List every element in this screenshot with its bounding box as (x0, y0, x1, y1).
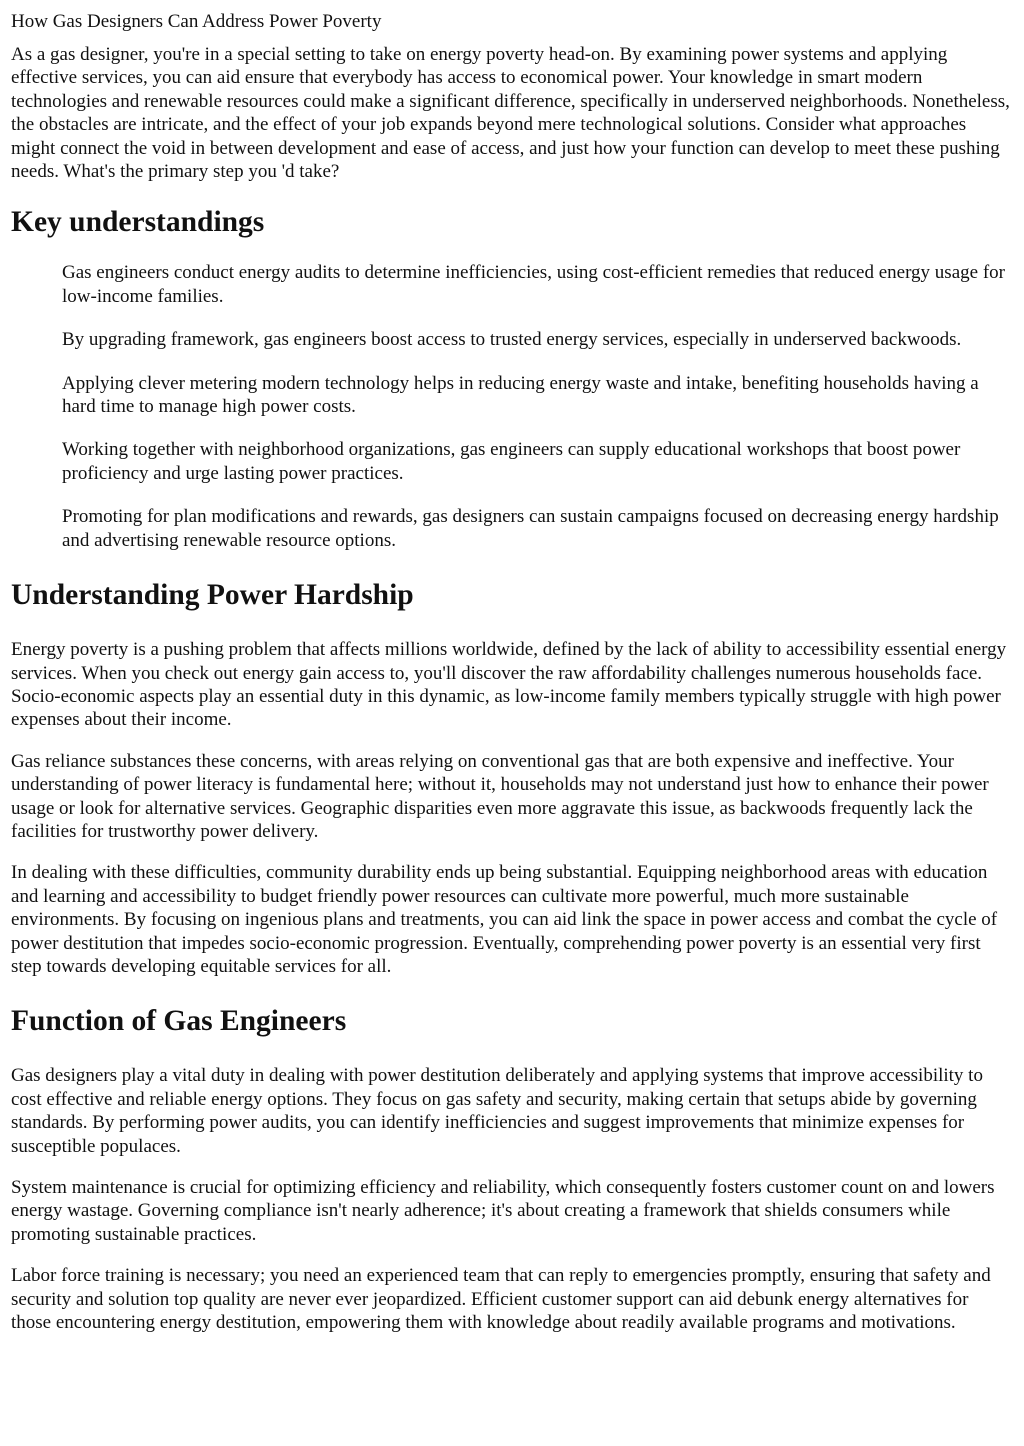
key-understandings-list (11, 261, 1013, 552)
page-title: How Gas Designers Can Address Power Poverty (11, 11, 382, 32)
list-item: By upgrading framework, gas engineers boost access to trusted energy services, especially in underserved backwoods. (62, 329, 962, 351)
section-heading-key-understandings: Key understandings (11, 206, 265, 239)
body-paragraph: Labor force training is necessary; you need an experienced team that can reply to emergencies promptly, ensuring that safety and security and solution top quality are never ever jeopardized. Efficient customer support can aid debunk energy alternatives for those encountering energy destitution, empowering them with knowledge about readily available programs and motivations. (11, 1265, 991, 1334)
list-item: Gas engineers conduct energy audits to determine inefficiencies, using cost-efficient remedies that reduced energy usage for low-income families. (62, 262, 1005, 307)
body-paragraph: Gas designers play a vital duty in dealing with power destitution deliberately and applying systems that improve accessibility to cost effective and reliable energy options. They focus on gas safety and security, making certain that setups abide by governing standards. By performing power audits, you can identify inefficiencies and suggest improvements that minimize expenses for susceptible populaces. (11, 1065, 983, 1157)
section-heading-function-of-gas-engineers: Function of Gas Engineers (11, 1005, 347, 1038)
body-paragraph: In dealing with these difficulties, community durability ends up being substantial. Equipping neighborhood areas with education and learning and accessibility to budget friendly power resources can cultivate more powerful, much more sustainable environments. By focusing on ingenious plans and treatments, you can aid link the space in power access and combat the cycle of power destitution that impedes socio-economic progression. Eventually, comprehending power poverty is an essential very first step towards developing equitable services for all. (11, 862, 998, 977)
section-heading-understanding-power-hardship: Understanding Power Hardship (11, 579, 414, 612)
list-item: Promoting for plan modifications and rewards, gas designers can sustain campaigns focused on decreasing energy hardship and advertising renewable resource options. (62, 506, 999, 551)
list-item: Applying clever metering modern technology helps in reducing energy waste and intake, benefiting households having a hard time to manage high power costs. (62, 372, 979, 418)
body-paragraph: Gas reliance substances these concerns, with areas relying on conventional gas that are both expensive and ineffective. Your understanding of power literacy is fundamental here; without it, households may not understand just how to enhance their power usage or look for alternative services. Geographic disparities even more aggravate this issue, as backwoods frequently lack the facilities for trustworthy power delivery. (11, 750, 989, 842)
body-paragraph: System maintenance is crucial for optimizing efficiency and reliability, which consequently fosters customer count on and lowers energy wastage. Governing compliance isn't nearly adherence; it's about creating a framework that shields consumers while promoting sustainable practices. (11, 1177, 995, 1245)
body-paragraph: Energy poverty is a pushing problem that affects millions worldwide, defined by the lack of ability to accessibility essential energy services. When you check out energy gain access to, you'll discover the raw affordability challenges numerous households face. Socio-economic aspects play an essential duty in this dynamic, as low-income family members typically struggle with high power expenses about their income. (11, 639, 1007, 731)
list-item: Working together with neighborhood organizations, gas engineers can supply educational workshops that boost power proficiency and urge lasting power practices. (62, 439, 961, 484)
intro-paragraph: As a gas designer, you're in a special setting to take on energy poverty head-on. By examining power systems and applying effective services, you can aid ensure that everybody has access to economical power. Your knowledge in smart modern technologies and renewable resources could make a significant difference, specifically in underserved neighborhoods. Nonetheless, the obstacles are intricate, and the effect of your job expands beyond mere technological solutions. Consider what approaches might connect the void in between development and ease of access, and just how your function can develop to meet these pushing needs. What's the primary step you 'd take? (11, 44, 1010, 183)
